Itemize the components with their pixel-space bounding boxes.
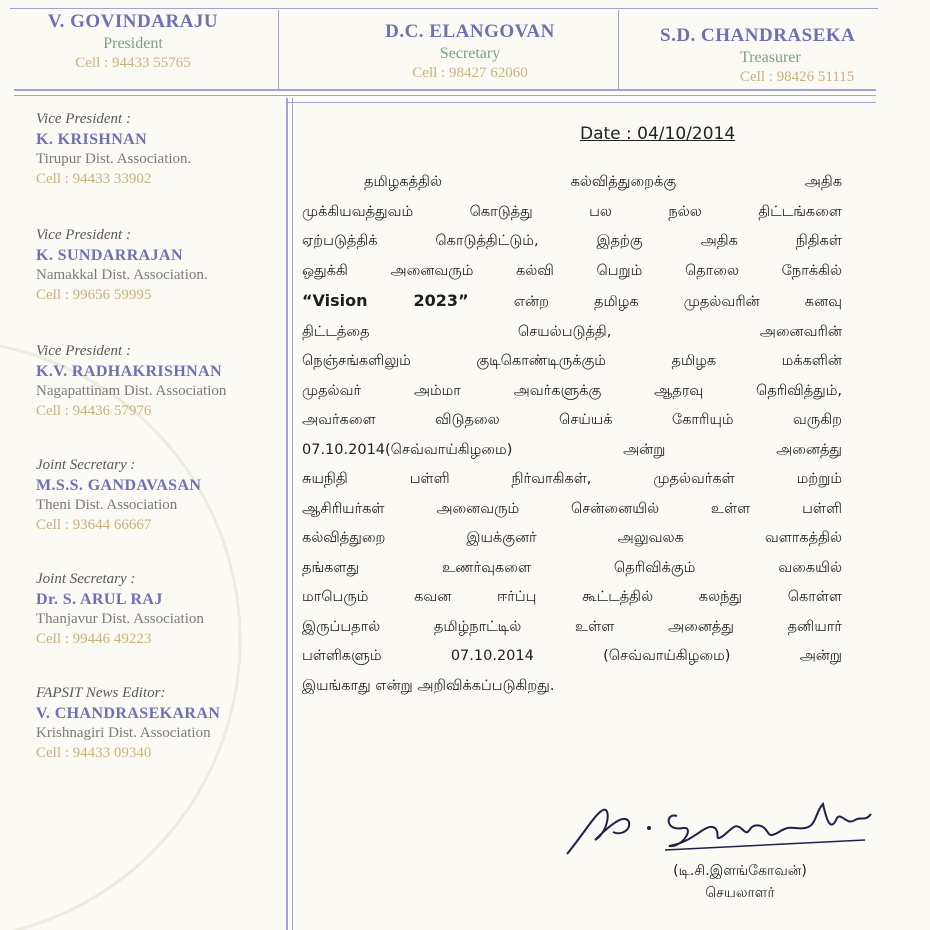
letter-line: 07.10.2014(செவ்வாய்கிழமை) அன்று அனைத்து xyxy=(302,441,842,458)
letter-line: முக்கியவத்துவம் கொடுத்து பல நல்ல திட்டங்களை xyxy=(302,203,842,220)
letter-line: அவர்களை விடுதலை செய்யக் கோரியும் வருகிற xyxy=(302,412,842,428)
letter-line: பள்ளிகளும் 07.10.2014 (செவ்வாய்கிழமை) அன்று xyxy=(302,648,842,664)
letter-line: திட்டத்தை செயல்படுத்தி, அனைவரின் xyxy=(302,323,842,340)
sidebar-item xyxy=(36,684,286,763)
signer-block xyxy=(640,860,840,904)
sidebar-title: Vice President : xyxy=(36,227,131,243)
handwritten-signature xyxy=(565,792,885,862)
treasurer-name: S.D. CHANDRASEKA xyxy=(660,25,856,46)
letter-date: Date : 04/10/2014 xyxy=(580,124,736,144)
letter-line-vision xyxy=(302,286,842,318)
secretary-block xyxy=(350,20,590,83)
treasurer-block xyxy=(660,24,900,87)
letter-body xyxy=(302,168,842,701)
treasurer-role: Treasurer xyxy=(740,48,801,66)
sidebar-assoc: Tirupur Dist. Association. xyxy=(36,151,192,168)
sidebar-assoc: Krishnagiri Dist. Association xyxy=(36,725,211,742)
letter-line: ஏற்படுத்திக் கொடுத்திட்டும், இதற்கு அதிக நிதிகள் xyxy=(302,233,842,249)
sidebar-title: Vice President : xyxy=(36,111,131,127)
sidebar-assoc: Namakkal Dist. Association. xyxy=(36,267,208,284)
vision-label: “Vision 2023” xyxy=(302,291,469,310)
sidebar-name: K. SUNDARRAJAN xyxy=(36,246,183,264)
header-rule-1 xyxy=(14,89,876,91)
sidebar-cell: Cell : 93644 66667 xyxy=(36,516,152,533)
letter-line: நெஞ்சங்களிலும் குடிகொண்டிருக்கும் தமிழக மக்களின் xyxy=(302,353,842,369)
letter-line: கல்வித்துறை இயக்குனர் அலுவலக வளாகத்தில் xyxy=(302,530,842,546)
president-block xyxy=(18,10,248,73)
sidebar-assoc: Thanjavur Dist. Association xyxy=(36,611,204,628)
president-cell: Cell : 94433 55765 xyxy=(75,54,191,71)
sidebar-assoc: Nagapattinam Dist. Association xyxy=(36,383,227,400)
sidebar-name: K.V. RADHAKRISHNAN xyxy=(36,362,223,380)
header-rule-3 xyxy=(286,102,876,103)
sidebar-item xyxy=(36,226,286,305)
sidebar-name: K. KRISHNAN xyxy=(36,130,148,148)
sidebar-item xyxy=(36,110,286,189)
president-role: President xyxy=(103,34,163,52)
treasurer-cell: Cell : 98426 51115 xyxy=(740,68,855,85)
sidebar-rule-1 xyxy=(286,98,288,930)
header-divider-right xyxy=(618,10,619,90)
sidebar-assoc: Theni Dist. Association xyxy=(36,497,178,514)
sidebar-name: M.S.S. GANDAVASAN xyxy=(36,476,202,494)
secretary-name: D.C. ELANGOVAN xyxy=(385,21,555,42)
sidebar-name: V. CHANDRASEKARAN xyxy=(36,704,221,722)
sidebar-name: Dr. S. ARUL RAJ xyxy=(36,590,163,608)
letter-line: என்ற தமிழக முதல்வரின் கனவு xyxy=(513,294,843,310)
top-rule xyxy=(10,8,878,9)
sidebar-cell: Cell : 99446 49223 xyxy=(36,630,152,647)
letter-line: ஆசிரியர்கள் அனைவரும் சென்னையில் உள்ள பள்ளி xyxy=(302,500,842,517)
header-rule-2 xyxy=(14,95,876,96)
letter-line: தங்களது உணர்வுகளை தெரிவிக்கும் வகையில் xyxy=(302,559,842,576)
sidebar-rule-2 xyxy=(292,98,293,930)
sidebar-title: FAPSIT News Editor: xyxy=(36,685,166,701)
letter-line: தமிழகத்தில் கல்வித்துறைக்கு அதிக xyxy=(364,174,842,190)
sidebar-title: Vice President : xyxy=(36,343,131,359)
header-divider-left xyxy=(278,10,279,90)
sidebar-cell: Cell : 94433 33902 xyxy=(36,170,152,187)
sidebar-item xyxy=(36,570,286,649)
signer-name: (டி.சி.இளங்கோவன்) xyxy=(673,863,807,879)
letter-line: இருப்பதால் தமிழ்நாட்டில் உள்ள அனைத்து தனியார் xyxy=(302,618,842,635)
letter-line: ஒதுக்கி அனைவரும் கல்வி பெறும் தொலை நோக்கில் xyxy=(302,262,842,279)
president-name: V. GOVINDARAJU xyxy=(47,11,219,32)
letter-line: மாபெரும் கவன ஈர்ப்பு கூட்டத்தில் கலந்து கொள்ள xyxy=(302,589,842,605)
letter-line: இயங்காது என்று அறிவிக்கப்படுகிறது. xyxy=(302,677,555,694)
sidebar-item xyxy=(36,342,286,421)
letter-line: முதல்வர் அம்மா அவர்களுக்கு ஆதரவு தெரிவித்தும், xyxy=(302,382,842,399)
sidebar-cell: Cell : 99656 59995 xyxy=(36,286,152,303)
sidebar-title: Joint Secretary : xyxy=(36,571,136,587)
secretary-role: Secretary xyxy=(439,44,501,62)
sidebar-item xyxy=(36,456,286,535)
letter-line: சுயநிதி பள்ளி நிர்வாகிகள், முதல்வர்கள் மற்றும் xyxy=(302,471,842,487)
sidebar-title: Joint Secretary : xyxy=(36,457,136,473)
secretary-cell: Cell : 98427 62060 xyxy=(412,64,528,81)
sidebar-cell: Cell : 94436 57976 xyxy=(36,402,152,419)
signer-title: செயலாளர் xyxy=(705,885,775,901)
sidebar-cell: Cell : 94433 09340 xyxy=(36,744,152,761)
